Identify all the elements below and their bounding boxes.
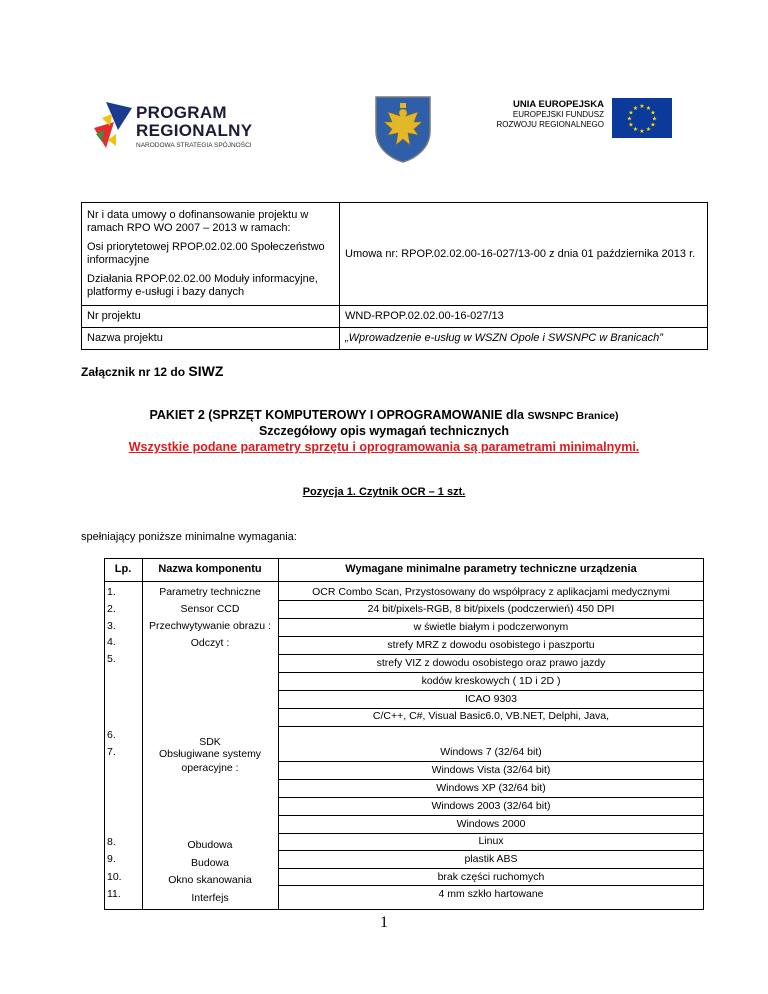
program-logo-subtitle: NARODOWA STRATEGIA SPÓJNOŚCI: [136, 142, 252, 149]
contract-description-cell: Nr i data umowy o dofinansowanie projektu w ramach RPO WO 2007 – 2013 w ramach: Osi priorytetowej RPOP.02.02.00 Społeczeństwo informacyjne Działania RPOP.02.02.00 Moduły informacyjne, platformy e-usługi i bazy danych: [82, 203, 340, 306]
row-lp: 11.: [107, 888, 121, 900]
row-rule: [278, 761, 704, 762]
parameter-value: 4 mm szkło hartowane: [438, 888, 544, 900]
row-rule: [278, 726, 704, 727]
requirements-intro: spełniający poniższe minimalne wymagania:: [81, 531, 297, 543]
row-rule: [278, 654, 704, 655]
row-lp: 9.: [107, 853, 116, 865]
svg-text:★: ★: [632, 104, 639, 112]
row-rule: [278, 850, 704, 851]
svg-text:★: ★: [626, 115, 633, 123]
spec-table-border-top: [104, 558, 704, 559]
header-lp: Lp.: [114, 563, 132, 575]
eu-flag-icon: [612, 98, 672, 138]
parameter-value: Windows 2003 (32/64 bit): [431, 800, 551, 812]
component-name: Obudowa: [187, 839, 233, 851]
row-rule: [278, 636, 704, 637]
project-info-table: [81, 202, 708, 350]
program-logo-mark-icon: [92, 100, 136, 152]
svg-text:★: ★: [650, 109, 656, 117]
component-name: Sensor CCD: [180, 603, 240, 615]
spec-table-header-rule: [104, 581, 704, 582]
spec-table-border-left: [104, 558, 105, 910]
svg-text:★: ★: [651, 115, 658, 123]
svg-text:★: ★: [650, 121, 656, 129]
row-lp: 1.: [107, 586, 116, 598]
component-name: Budowa: [191, 857, 229, 869]
svg-text:★: ★: [628, 109, 634, 117]
row-lp: 3.: [107, 620, 116, 632]
page-number: 1: [380, 914, 388, 931]
component-name: Interfejs: [191, 892, 229, 904]
row-rule: [278, 672, 704, 673]
project-name-label: Nazwa projektu: [82, 328, 340, 350]
parameter-value: plastik ABS: [464, 853, 518, 865]
component-name: Przechwytywanie obrazu :: [149, 620, 271, 632]
header-component-name: Nazwa komponentu: [158, 563, 262, 575]
row-rule: [278, 868, 704, 869]
parameter-value: Windows 7 (32/64 bit): [440, 746, 542, 758]
component-name: Odczyt :: [190, 637, 230, 649]
row-lp: 7.: [107, 746, 116, 758]
position-heading: Pozycja 1. Czytnik OCR – 1 szt.: [302, 486, 466, 498]
row-lp: 8.: [107, 836, 116, 848]
parameter-value: Windows Vista (32/64 bit): [431, 764, 551, 776]
parameter-value: ICAO 9303: [465, 693, 517, 705]
contract-number-cell: Umowa nr: RPOP.02.02.00-16-027/13-00 z dnia 01 października 2013 r.: [340, 203, 708, 306]
parameter-value: Linux: [478, 835, 504, 847]
program-logo-text: PROGRAM REGIONALNY: [136, 103, 253, 140]
svg-text:★: ★: [645, 104, 652, 112]
row-rule: [278, 797, 704, 798]
spec-table: [104, 558, 704, 910]
package-subtitle: Szczegółowy opis wymagań technicznych: [258, 424, 510, 438]
project-name-value: „Wprowadzenie e-usług w WSZN Opole i SWSNPC w Branicach”: [340, 328, 708, 350]
parameter-value: kodów kreskowych ( 1D i 2D ): [421, 675, 561, 687]
row-lp: 10.: [107, 871, 122, 883]
row-rule: [278, 885, 704, 886]
row-rule: [278, 833, 704, 834]
header-required-parameters: Wymagane minimalne parametry techniczne urządzenia: [345, 563, 637, 575]
svg-text:★: ★: [632, 126, 639, 133]
component-name: Obsługiwane systemy: [158, 748, 262, 760]
row-rule: [278, 708, 704, 709]
parameter-value: strefy VIZ z dowodu osobistego oraz prawo jazdy: [376, 657, 606, 669]
row-lp: 2.: [107, 603, 116, 615]
eu-fund-text: UNIA EUROPEJSKA EUROPEJSKI FUNDUSZ ROZWOJU REGIONALNEGO: [496, 99, 604, 129]
row-lp: 5.: [107, 653, 116, 665]
row-lp: 6.: [107, 729, 116, 741]
component-name: operacyjne :: [181, 762, 239, 774]
project-number-value: WND-RPOP.02.02.00-16-027/13: [340, 306, 708, 328]
parameter-value: 24 bit/pixels-RGB, 8 bit/pixels (podczerwień) 450 DPI: [367, 603, 615, 615]
parameter-value: Windows 2000: [456, 818, 526, 830]
component-name: Parametry techniczne: [159, 586, 261, 598]
row-rule: [278, 618, 704, 619]
component-name: SDK: [199, 736, 221, 748]
parameter-value: brak części ruchomych: [437, 871, 545, 883]
component-name: Okno skanowania: [168, 874, 252, 886]
program-regionalny-logo: [92, 100, 272, 152]
row-rule: [278, 779, 704, 780]
attachment-heading: Załącznik nr 12 do SIWZ: [81, 363, 224, 379]
row-lp: 4.: [107, 636, 116, 648]
parameter-value: strefy MRZ z dowodu osobistego i paszportu: [387, 639, 595, 651]
row-rule: [278, 815, 704, 816]
project-number-label: Nr projektu: [82, 306, 340, 328]
row-rule: [278, 690, 704, 691]
svg-text:★: ★: [639, 128, 645, 135]
minimal-parameters-notice: Wszystkie podane parametry sprzętu i oprogramowania są parametrami minimalnymi.: [128, 440, 640, 454]
package-title: PAKIET 2 (SPRZĘT KOMPUTEROWY I OPROGRAMOWANIE dla SWSNPC Branice): [149, 408, 619, 422]
spec-table-border-bottom: [104, 909, 704, 910]
opolskie-crest-icon: [374, 95, 432, 163]
parameter-value: OCR Combo Scan, Przystosowany do współpracy z aplikacjami medycznymi: [312, 586, 670, 598]
row-rule: [278, 600, 704, 601]
svg-text:★: ★: [628, 121, 634, 129]
svg-text:★: ★: [639, 103, 645, 110]
parameter-value: w świetle białym i podczerwonym: [413, 621, 569, 633]
parameter-value: C/C++, C#, Visual Basic6.0, VB.NET, Delphi, Java,: [372, 710, 610, 722]
parameter-value: Windows XP (32/64 bit): [436, 782, 546, 794]
svg-text:★: ★: [645, 126, 652, 133]
